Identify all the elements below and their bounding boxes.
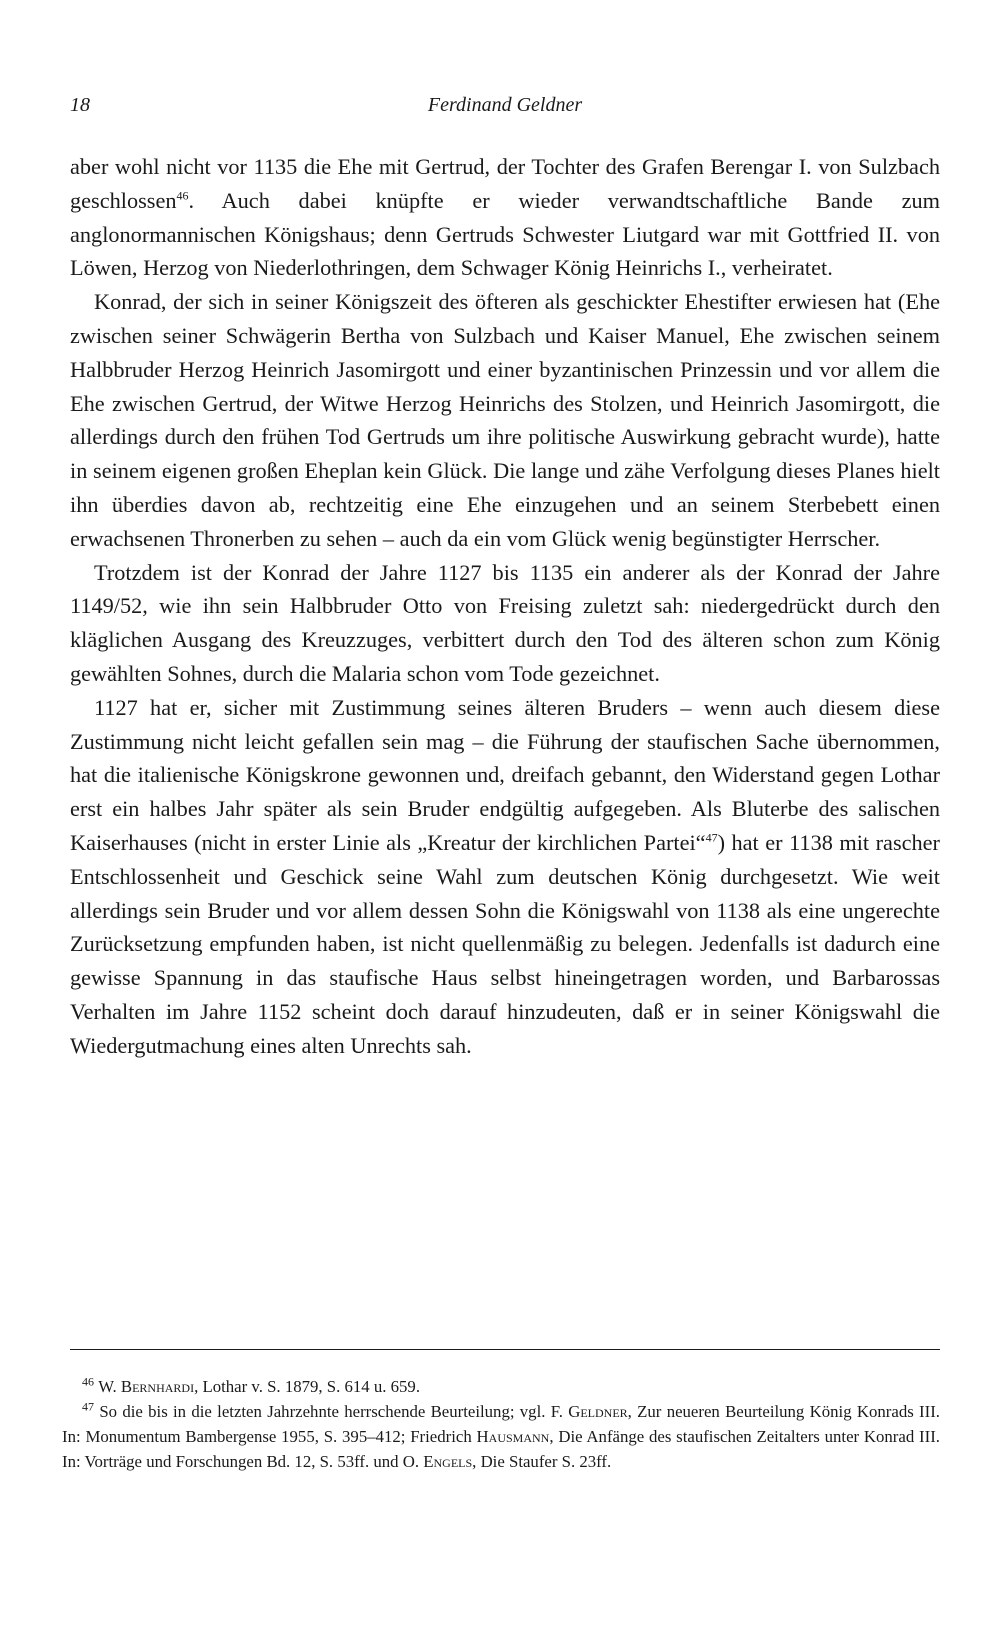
footnote-46 — [62, 1374, 940, 1399]
footnote-ref-47: 47 — [705, 830, 718, 845]
page-number: 18 — [70, 94, 90, 116]
footnote-47-text-4: , Die Staufer S. 23ff. — [472, 1452, 612, 1471]
paragraph-4-text-cont: ) hat er 1138 mit rascher Entschlossenheit und Geschick seine Wahl zum deutschen König durchgesetzt. Wie weit allerdings sein Bruder und vor allem dessen Sohn die Königswahl von 1138 als eine ungerechte Zurücksetzung empfunden haben, ist nicht quellenmäßig zu belegen. Jedenfalls ist dadurch eine gewisse Spannung in das staufische Haus selbst hineingetragen worden, und Barbarossas Verhalten im Jahre 1152 scheint doch darauf hinzudeuten, daß er in seiner Königswahl die Wiedergutmachung eines alten Unrechts sah. — [70, 829, 940, 1058]
paragraph-1-text-cont: . Auch dabei knüpfte er wieder verwandtschaftliche Bande zum anglonormannischen Königshaus; denn Gertruds Schwester Liutgard war mit Gottfried II. von Löwen, Herzog von Niederlothringen, dem Schwager König Heinrichs I., verheiratet. — [70, 187, 940, 281]
main-text — [70, 150, 940, 1063]
footnote-ref-46: 46 — [176, 188, 189, 203]
footnote-46-mark: 46 — [82, 1374, 94, 1389]
footnote-divider — [70, 1349, 940, 1350]
page-header — [70, 94, 940, 124]
paragraph-1-text: aber wohl nicht vor 1135 die Ehe mit Gertrud, der Tochter des Grafen Berengar I. von Sulzbach geschlossen — [70, 154, 940, 213]
footnote-47-author-1: Geldner — [568, 1402, 628, 1421]
footnote-46-author: W. Bernhardi — [98, 1377, 195, 1396]
footnote-47-text-2: , Zur neueren Beurteilung König Konrads III. In: Monumentum Bambergense 1955, S. 395–412; Friedrich — [62, 1402, 940, 1446]
running-title: Ferdinand Geldner — [427, 94, 583, 116]
footnote-47-text-3: , Die Anfänge des staufischen Zeitalters unter Konrad III. In: Vorträge und Forschungen Bd. 12, S. 53ff. und O. — [62, 1427, 940, 1471]
footnote-47 — [62, 1399, 940, 1474]
paragraph-1 — [70, 150, 940, 285]
footnotes — [62, 1374, 940, 1474]
paragraph-2: Konrad, der sich in seiner Königszeit des öfteren als geschickter Ehestifter erwiesen hat (Ehe zwischen seiner Schwägerin Bertha von Sulzbach und Kaiser Manuel, Ehe zwischen seinem Halbbruder Herzog Heinrich Jasomirgott und einer byzantinischen Prinzessin und vor allem die Ehe zwischen Gertrud, der Witwe Herzog Heinrichs des Stolzen, und Heinrich Jasomirgott, die allerdings durch den frühen Tod Gertruds um ihre politische Auswirkung gebracht wurde), hatte in seinem eigenen großen Eheplan kein Glück. Die lange und zähe Verfolgung dieses Planes hielt ihn überdies davon ab, rechtzeitig eine Ehe einzugehen und an seinem Sterbebett einen erwachsenen Thronerben zu sehen – auch da ein vom Glück wenig begünstigter Herrscher. — [70, 289, 940, 551]
paragraph-4-text: 1127 hat er, sicher mit Zustimmung seines älteren Bruders – wenn auch diesem diese Zustimmung nicht leicht gefallen sein mag – die Führung der staufischen Sache übernommen, hat die italienische Königskrone gewonnen und, dreifach gebannt, den Widerstand gegen Lothar erst ein halbes Jahr später als sein Bruder endgültig aufgegeben. Als Bluterbe des salischen Kaiserhauses (nicht in erster Linie als „Kreatur der kirchlichen Partei“ — [70, 694, 940, 855]
paragraph-4 — [70, 691, 940, 1063]
footnote-47-text-1: So die bis in die letzten Jahrzehnte herrschende Beurteilung; vgl. F. — [99, 1402, 569, 1421]
paragraph-3: Trotzdem ist der Konrad der Jahre 1127 bis 1135 ein anderer als der Konrad der Jahre 1149/52, wie ihn sein Halbbruder Otto von Freising zuletzt sah: niedergedrückt durch den kläglichen Ausgang des Kreuzzuges, verbittert durch den Tod des älteren schon zum König gewählten Sohnes, durch die Malaria schon vom Tode gezeichnet. — [70, 559, 940, 686]
footnote-47-mark: 47 — [82, 1399, 94, 1414]
footnote-47-author-3: Engels — [423, 1452, 473, 1471]
footnote-46-text: , Lothar v. S. 1879, S. 614 u. 659. — [194, 1377, 421, 1396]
footnote-47-author-2: Hausmann — [476, 1427, 550, 1446]
